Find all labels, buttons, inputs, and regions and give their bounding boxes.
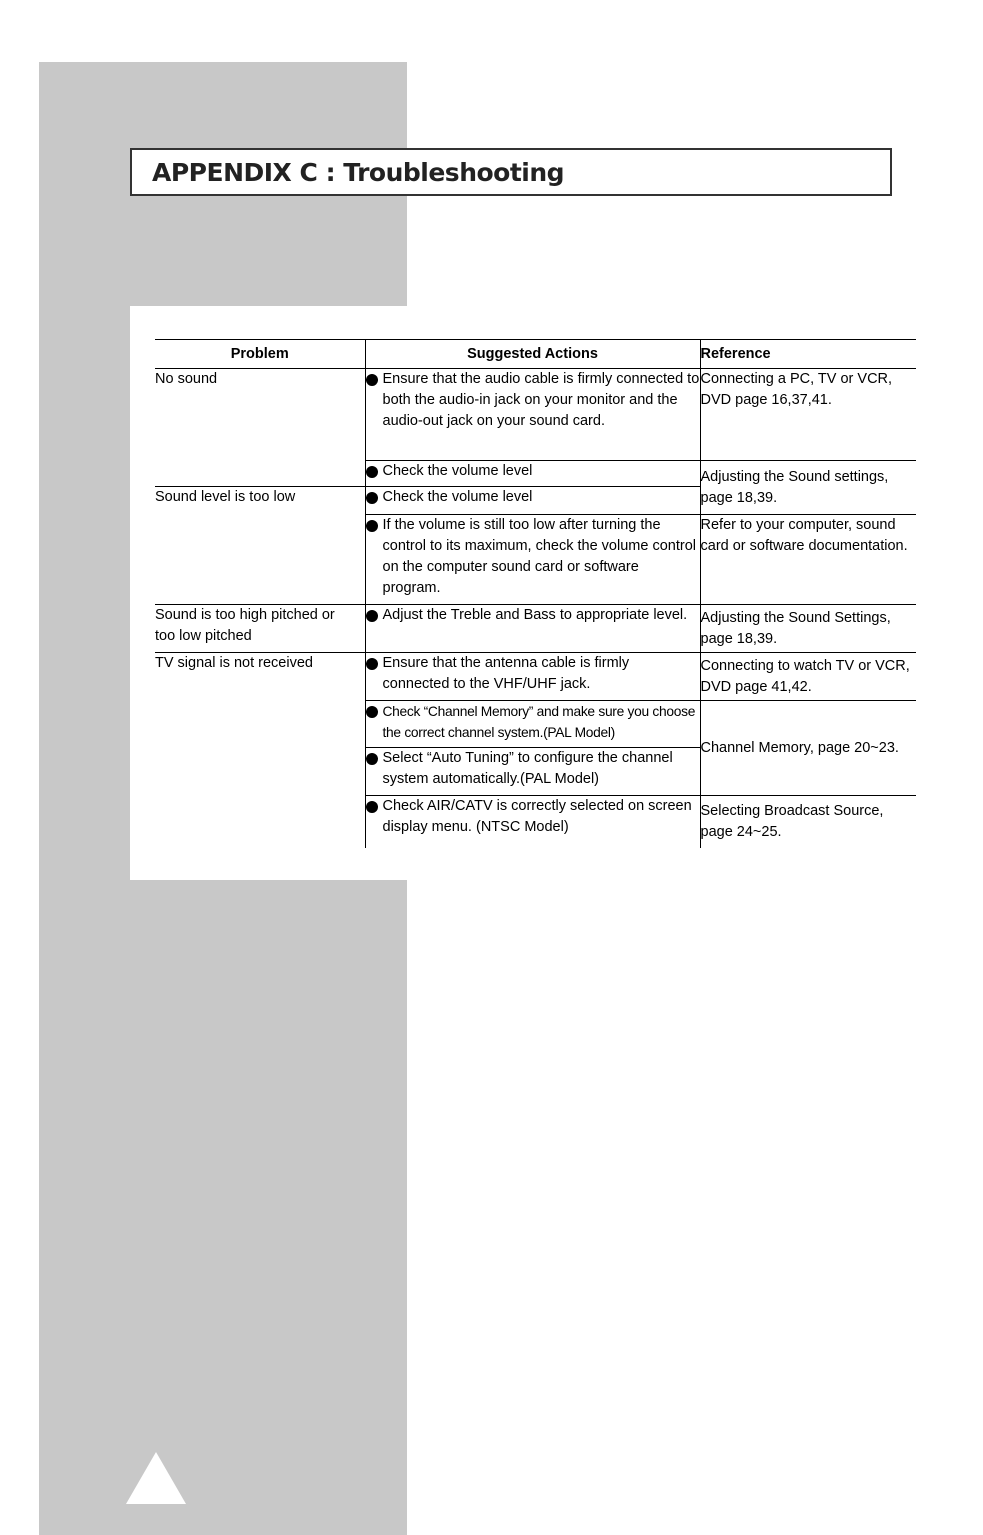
problem-cell: No sound (155, 371, 218, 387)
bullet-icon (366, 801, 378, 813)
table-row (155, 369, 916, 461)
triangle-icon (126, 1452, 186, 1504)
reference-cell: Selecting Broadcast Source, page 24~25. (700, 802, 884, 840)
problem-cell: TV signal is not received (155, 655, 313, 671)
problem-cell (155, 461, 365, 487)
action-cell (365, 369, 700, 461)
bullet-icon (366, 706, 378, 718)
action-cell (365, 796, 700, 848)
action-cell (365, 487, 700, 515)
title-box (130, 148, 892, 196)
table-row (155, 653, 916, 701)
action-cell (365, 653, 700, 701)
action-text: Ensure that the antenna cable is firmly connected to the VHF/UHF jack. (382, 655, 630, 692)
header-reference: Reference (700, 340, 916, 369)
page-title: APPENDIX C : Troubleshooting (152, 158, 565, 187)
problem-cell (155, 515, 365, 605)
reference-cell: Connecting a PC, TV or VCR, DVD page 16,37,41. (700, 369, 916, 461)
bullet-icon (366, 374, 378, 386)
header-actions: Suggested Actions (365, 340, 700, 369)
header-problem: Problem (155, 340, 365, 369)
problem-cell (155, 748, 365, 796)
reference-cell: Adjusting the Sound Settings, page 18,39. (700, 605, 916, 653)
action-cell (365, 515, 700, 605)
bullet-icon (366, 492, 378, 504)
reference-cell: Channel Memory, page 20~23. (700, 701, 916, 796)
table-row (155, 515, 916, 605)
action-cell (365, 701, 700, 748)
table-row (155, 461, 916, 487)
table-row (155, 605, 916, 653)
action-cell (365, 605, 700, 653)
reference-cell: Connecting to watch TV or VCR, DVD page 41,42. (700, 653, 916, 701)
problem-cell: Sound is too high pitched or too low pitched (155, 605, 365, 653)
action-text: Check AIR/CATV is correctly selected on screen display menu. (NTSC Model) (382, 798, 692, 835)
action-text: Check “Channel Memory” and make sure you choose the correct channel system.(PAL Model) (382, 704, 696, 740)
reference-cell: Adjusting the Sound settings, page 18,39. (700, 461, 916, 515)
table-row (155, 701, 916, 748)
header-row (155, 340, 916, 369)
troubleshooting-table (155, 339, 916, 848)
bullet-icon (366, 753, 378, 765)
table-row (155, 796, 916, 848)
action-text: Select “Auto Tuning” to configure the channel system automatically.(PAL Model) (382, 750, 673, 787)
action-text: Check the volume level (382, 463, 533, 479)
action-text: Ensure that the audio cable is firmly connected to both the audio-in jack on your monitor and the audio-out jack on your sound card. (382, 371, 700, 429)
problem-cell (155, 701, 365, 748)
bullet-icon (366, 520, 378, 532)
action-cell (365, 461, 700, 487)
action-text: Adjust the Treble and Bass to appropriate level. (382, 607, 688, 623)
reference-cell: Refer to your computer, sound card or software documentation. (700, 515, 916, 605)
problem-cell (155, 796, 365, 848)
bullet-icon (366, 466, 378, 478)
action-text: If the volume is still too low after turning the control to its maximum, check the volume control on the computer sound card or software program. (382, 517, 696, 596)
action-cell (365, 748, 700, 796)
bullet-icon (366, 658, 378, 670)
action-text: Check the volume level (382, 489, 533, 505)
problem-cell: Sound level is too low (155, 489, 296, 505)
bullet-icon (366, 610, 378, 622)
